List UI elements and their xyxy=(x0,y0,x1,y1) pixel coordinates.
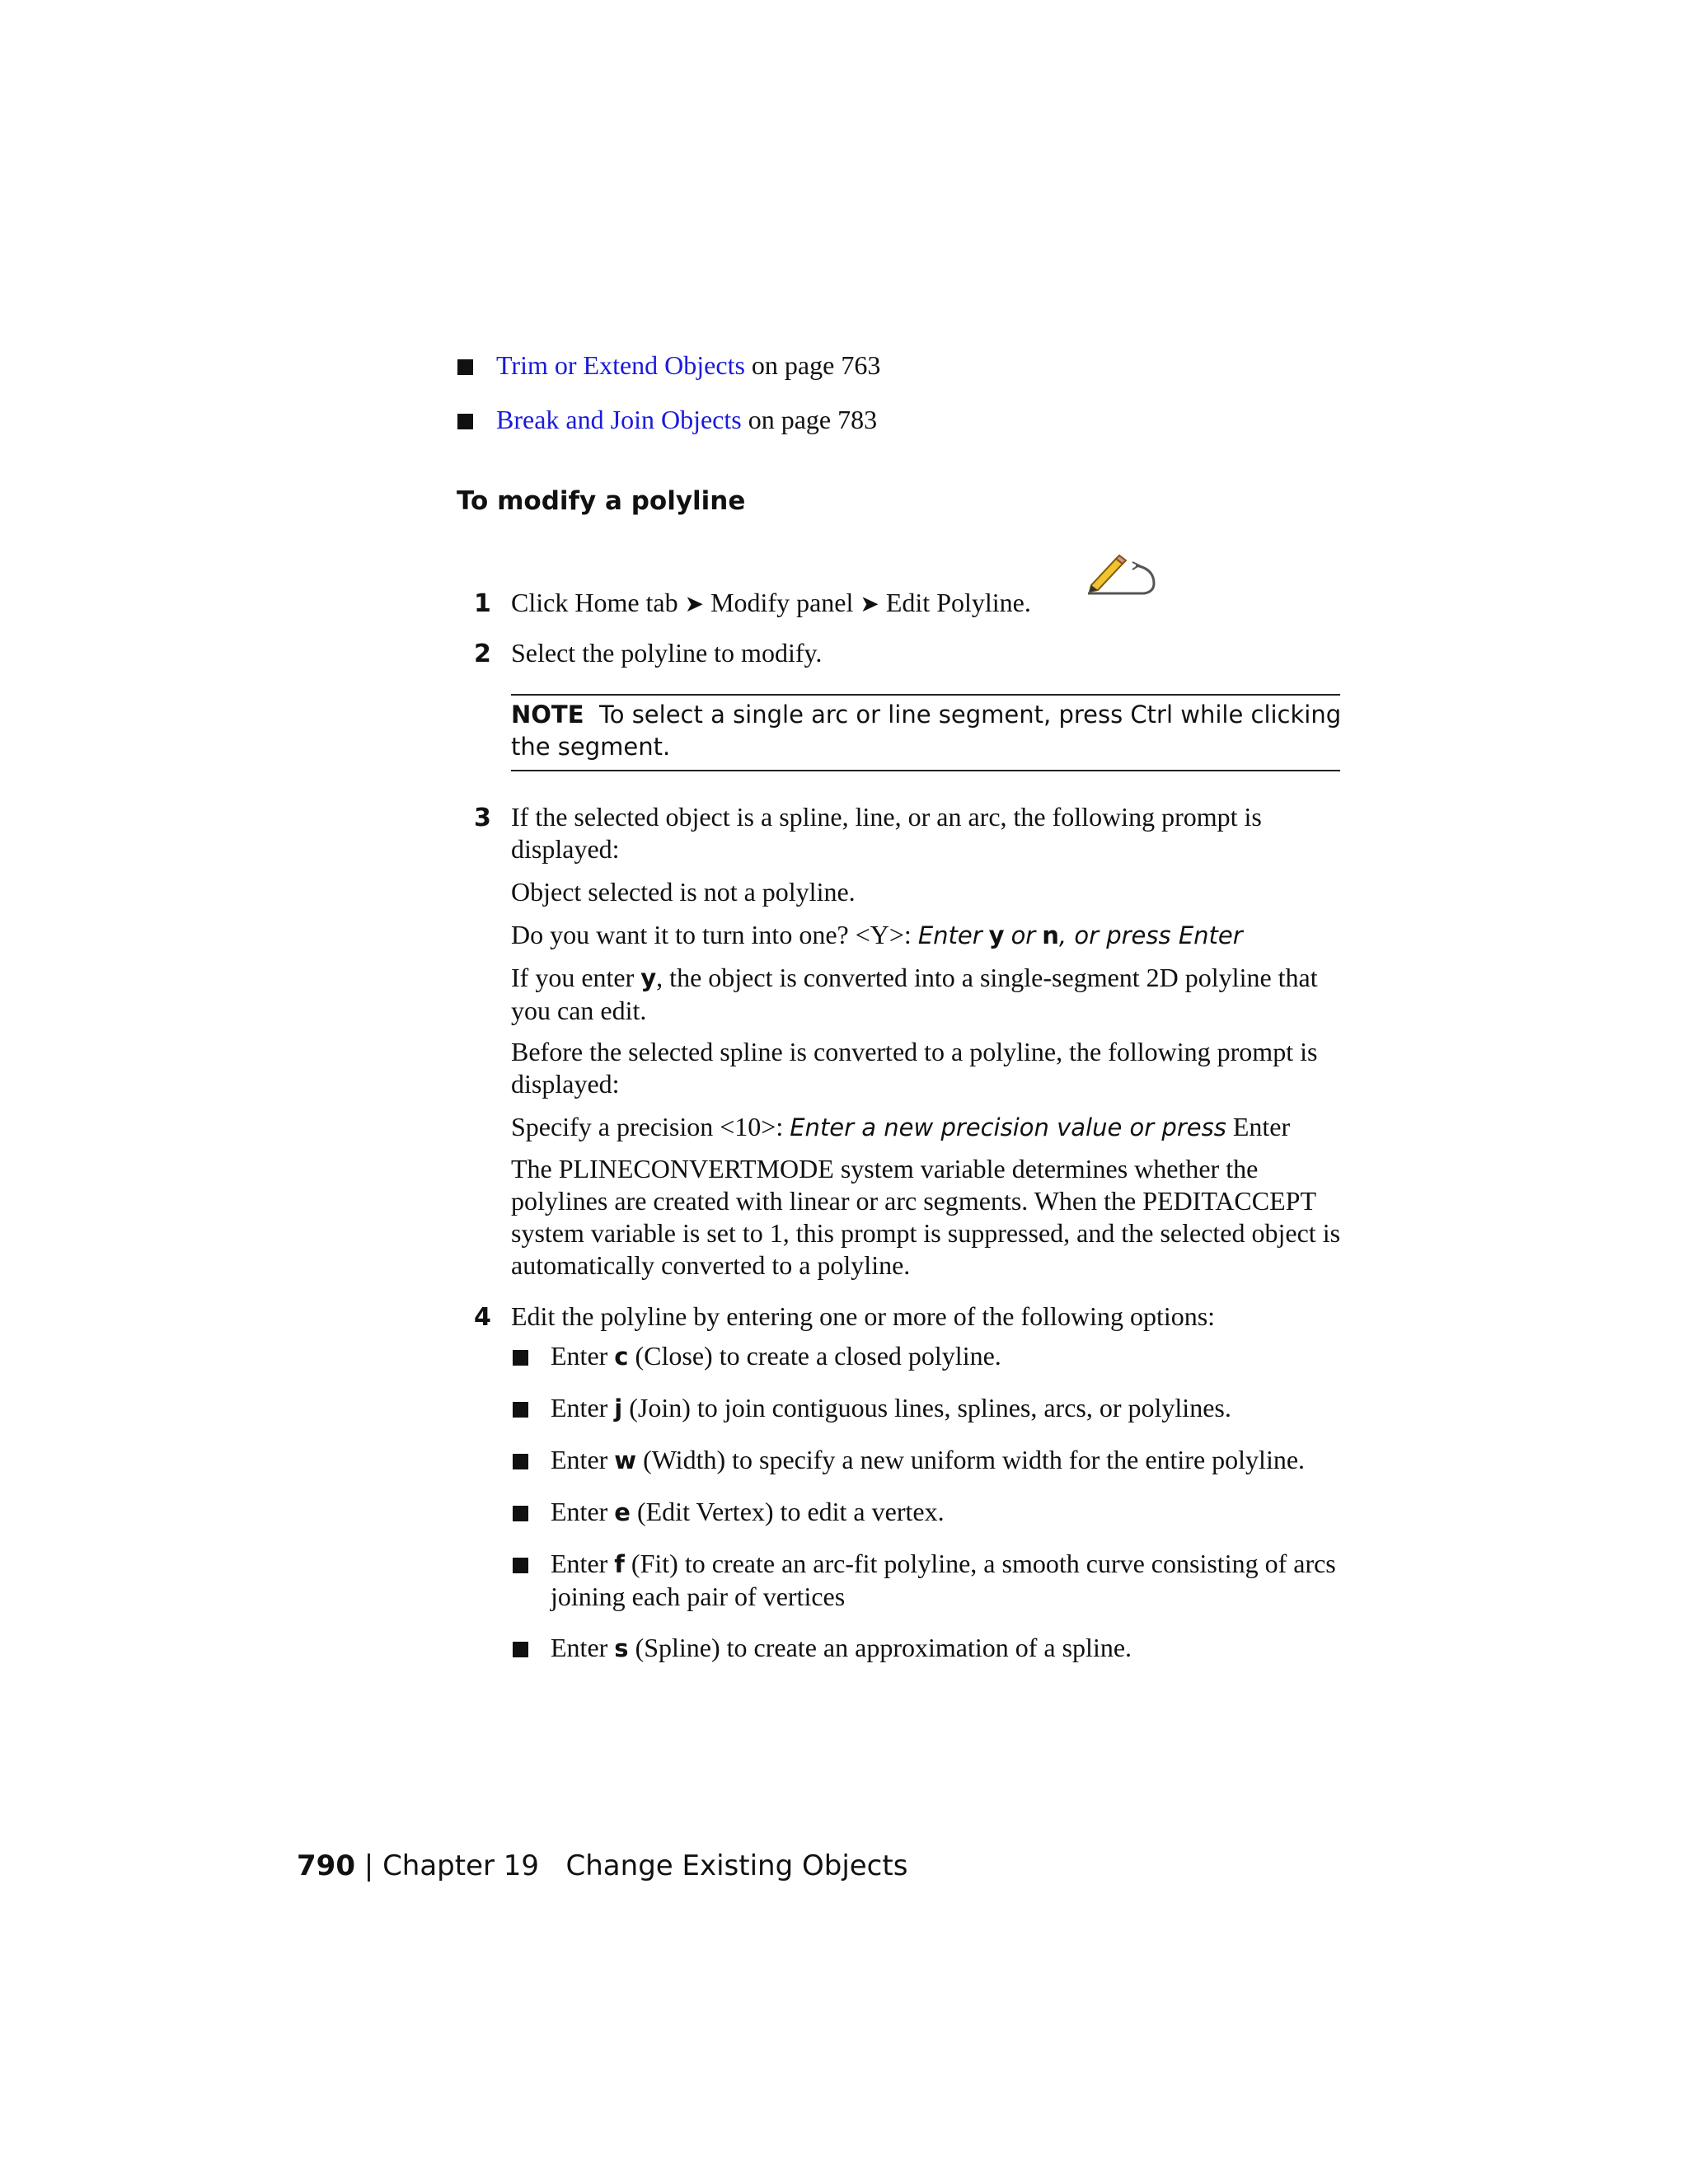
prompt-instruction: or xyxy=(1010,921,1036,949)
list-item: Enter w (Width) to specify a new uniform width for the entire polyline. xyxy=(551,1445,1306,1474)
prompt-instruction: Enter a new precision value or press xyxy=(790,1113,1226,1141)
prompt-instruction: Enter xyxy=(917,921,982,949)
bullet-icon xyxy=(513,1642,528,1657)
list-item: Enter e (Edit Vertex) to edit a vertex. xyxy=(551,1497,945,1526)
step-text: Click Home tab xyxy=(511,588,685,617)
step-text: Modify panel xyxy=(704,588,860,617)
prompt-line xyxy=(511,1111,1290,1144)
step-3-paragraph: Before the selected spline is converted to a polyline, the following prompt is displayed: xyxy=(511,1037,1318,1099)
related-link-item xyxy=(496,404,877,436)
step-1-text xyxy=(511,587,1031,620)
menu-arrow-icon: ➤ xyxy=(860,590,879,617)
key-letter: w xyxy=(614,1446,637,1474)
note-label: NOTE xyxy=(511,701,584,729)
page-footer xyxy=(297,1849,907,1882)
chapter-title: Change Existing Objects xyxy=(565,1849,908,1882)
prompt-line: Object selected is not a polyline. xyxy=(511,877,856,907)
key-letter: y xyxy=(988,921,1005,949)
trim-or-extend-link[interactable]: Trim or Extend Objects xyxy=(496,350,745,380)
prompt-text: Specify a precision <10>: xyxy=(511,1112,790,1141)
step-number: 1 xyxy=(474,589,491,618)
para-text: If you enter xyxy=(511,963,641,992)
key-letter: n xyxy=(1042,921,1059,949)
step-number: 3 xyxy=(474,804,491,832)
procedure-heading: To modify a polyline xyxy=(457,486,746,516)
footer-separator: | xyxy=(354,1849,383,1882)
step-number: 2 xyxy=(474,640,491,668)
related-link-item xyxy=(496,349,880,382)
key-letter: s xyxy=(614,1634,629,1662)
bullet-icon xyxy=(513,1350,528,1366)
page-ref-text: on page 763 xyxy=(744,350,881,380)
prompt-text: Enter xyxy=(1226,1112,1291,1141)
key-letter: c xyxy=(614,1343,629,1371)
step-3-intro: If the selected object is a spline, line, or an arc, the following prompt is displayed: xyxy=(511,802,1262,864)
note-box xyxy=(511,699,1343,763)
para-text: , the object is converted into a single-segment 2D polyline that you can edit. xyxy=(511,963,1318,1025)
key-letter: j xyxy=(614,1394,623,1422)
bullet-icon xyxy=(457,359,473,375)
step-3-paragraph: The PLINECONVERTMODE system variable determines whether the polylines are created with linear or arc segments. When the PEDITACCEPT system variable is set to 1, this prompt is suppressed, and the selected object is automatically converted to a polyline. xyxy=(511,1154,1341,1280)
list-item: Enter j (Join) to join contiguous lines, splines, arcs, or polylines. xyxy=(551,1393,1231,1422)
prompt-line xyxy=(511,919,1243,952)
list-item: Enter c (Close) to create a closed polyline. xyxy=(551,1341,1001,1371)
menu-arrow-icon: ➤ xyxy=(684,590,705,617)
list-item: Enter f (Fit) to create an arc-fit polyline, a smooth curve consisting of arcs joining each pair of vertices xyxy=(551,1549,1336,1611)
note-bottom-rule xyxy=(511,770,1340,771)
step-2-text: Select the polyline to modify. xyxy=(511,638,823,668)
step-3-paragraph xyxy=(511,962,1343,1027)
step-text: Edit Polyline. xyxy=(879,588,1031,617)
bullet-icon xyxy=(513,1558,528,1573)
prompt-instruction: , or press Enter xyxy=(1058,921,1243,949)
bullet-icon xyxy=(513,1402,528,1418)
bullet-icon xyxy=(513,1506,528,1521)
break-and-join-link[interactable]: Break and Join Objects xyxy=(496,405,742,434)
step-number: 4 xyxy=(474,1303,491,1332)
prompt-text: Do you want it to turn into one? <Y>: xyxy=(511,920,918,949)
bullet-icon xyxy=(513,1454,528,1469)
edit-polyline-icon xyxy=(1081,554,1157,600)
chapter-label: Chapter 19 xyxy=(382,1849,540,1882)
bullet-icon xyxy=(457,414,473,429)
list-item: Enter s (Spline) to create an approximation of a spline. xyxy=(551,1633,1132,1662)
note-top-rule xyxy=(511,694,1340,696)
key-letter: f xyxy=(614,1550,625,1578)
key-letter: e xyxy=(614,1498,631,1526)
page-number: 790 xyxy=(297,1849,355,1882)
page-ref-text: on page 783 xyxy=(741,405,878,434)
key-letter: y xyxy=(640,964,657,992)
step-4-intro: Edit the polyline by entering one or more of the following options: xyxy=(511,1301,1216,1331)
note-text: To select a single arc or line segment, press Ctrl while clicking the segment. xyxy=(511,701,1342,761)
